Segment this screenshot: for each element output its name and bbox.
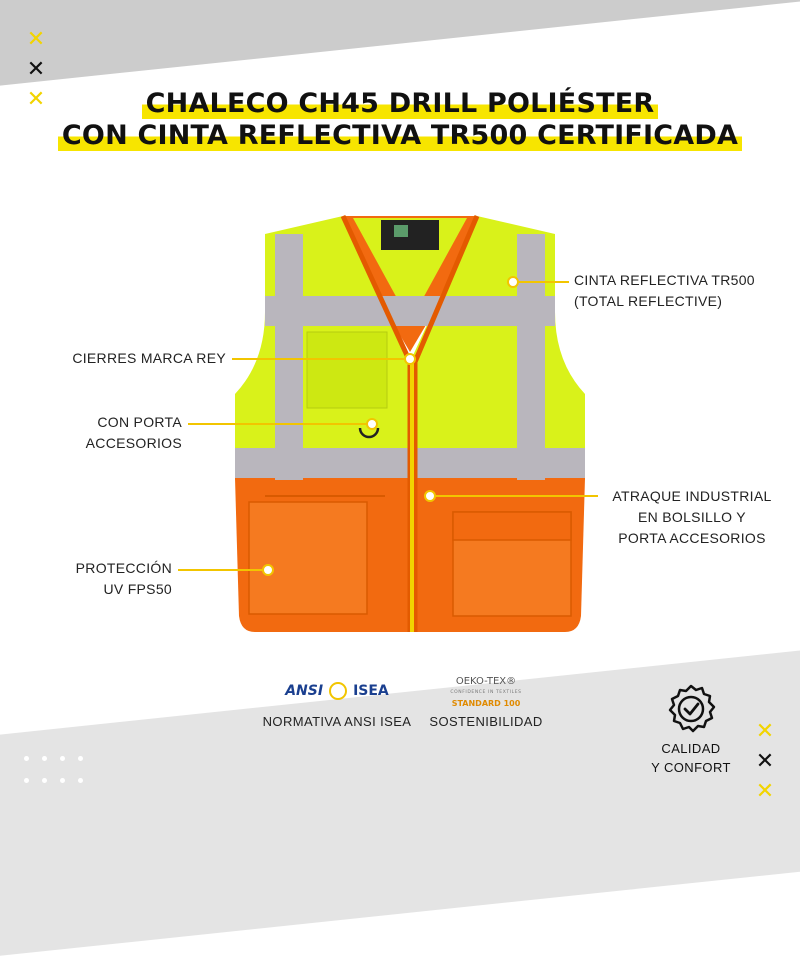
isea-ring-icon	[329, 682, 347, 700]
callout-node	[404, 353, 416, 365]
title-line-1: CHALECO CH45 DRILL POLIÉSTER	[142, 89, 659, 119]
callout-node	[424, 490, 436, 502]
callout-text: CON PORTA	[97, 414, 182, 430]
oeko-tex-logo	[420, 676, 552, 706]
callout-text: EN BOLSILLO Y	[638, 509, 746, 525]
callout-text: ATRAQUE INDUSTRIAL	[612, 488, 772, 504]
callout-text: CIERRES MARCA REY	[72, 350, 226, 366]
callout-leader	[178, 569, 262, 571]
quality-badge-label	[628, 739, 754, 777]
callout-leader	[436, 495, 598, 497]
bottom-right-x-marks	[752, 716, 778, 806]
callout-leader	[232, 358, 404, 360]
callout-leader	[188, 423, 366, 425]
x-mark-icon: ✕	[755, 748, 775, 773]
callout-industrial-stitch	[602, 486, 782, 549]
ansi-isea-logo	[258, 676, 416, 706]
top-background-band	[0, 0, 800, 91]
cert-label: NORMATIVA ANSI ISEA	[262, 714, 412, 729]
oeko-logo-line: CONFIDENCE IN TEXTILES	[450, 690, 522, 695]
bottom-left-dot-grid	[24, 756, 88, 786]
callout-node	[366, 418, 378, 430]
badge-text: CALIDAD	[661, 741, 721, 756]
callout-text: UV FPS50	[103, 581, 172, 597]
x-mark-icon: ✕	[26, 56, 46, 81]
x-mark-icon: ✕	[755, 718, 775, 743]
callout-text: ACCESORIOS	[85, 435, 182, 451]
isea-logo: ISEA	[353, 683, 389, 699]
title-line-2: CON CINTA REFLECTIVA TR500 CERTIFICADA	[58, 121, 742, 151]
cert-ansi	[258, 676, 416, 729]
callout-leader	[519, 281, 569, 283]
x-mark-icon: ✕	[755, 778, 775, 803]
callout-text: (TOTAL REFLECTIVE)	[574, 293, 723, 309]
cert-oeko	[420, 676, 552, 729]
oeko-logo-line: OEKO-TEX®	[455, 676, 517, 687]
callout-uv-protection	[40, 558, 172, 600]
oeko-logo-line: STANDARD 100	[451, 699, 521, 708]
callout-accessory-holder	[40, 412, 182, 454]
vest-illustration	[225, 212, 595, 642]
page-title	[0, 88, 800, 152]
callout-node	[507, 276, 519, 288]
callout-reflective-tape	[574, 270, 755, 312]
callout-text: CINTA REFLECTIVA TR500	[574, 272, 755, 288]
callout-text: PROTECCIÓN	[75, 560, 172, 576]
callout-node	[262, 564, 274, 576]
check-seal-icon	[664, 682, 718, 736]
badge-text: Y CONFORT	[651, 760, 731, 775]
x-mark-icon: ✕	[26, 26, 46, 51]
top-right-dot-grid	[716, 14, 780, 44]
callout-text: PORTA ACCESORIOS	[618, 530, 766, 546]
x-mark-icon: ✕	[26, 86, 46, 111]
callout-zippers	[40, 348, 226, 369]
cert-label: SOSTENIBILIDAD	[429, 714, 543, 729]
ansi-logo: ANSI	[285, 683, 324, 699]
